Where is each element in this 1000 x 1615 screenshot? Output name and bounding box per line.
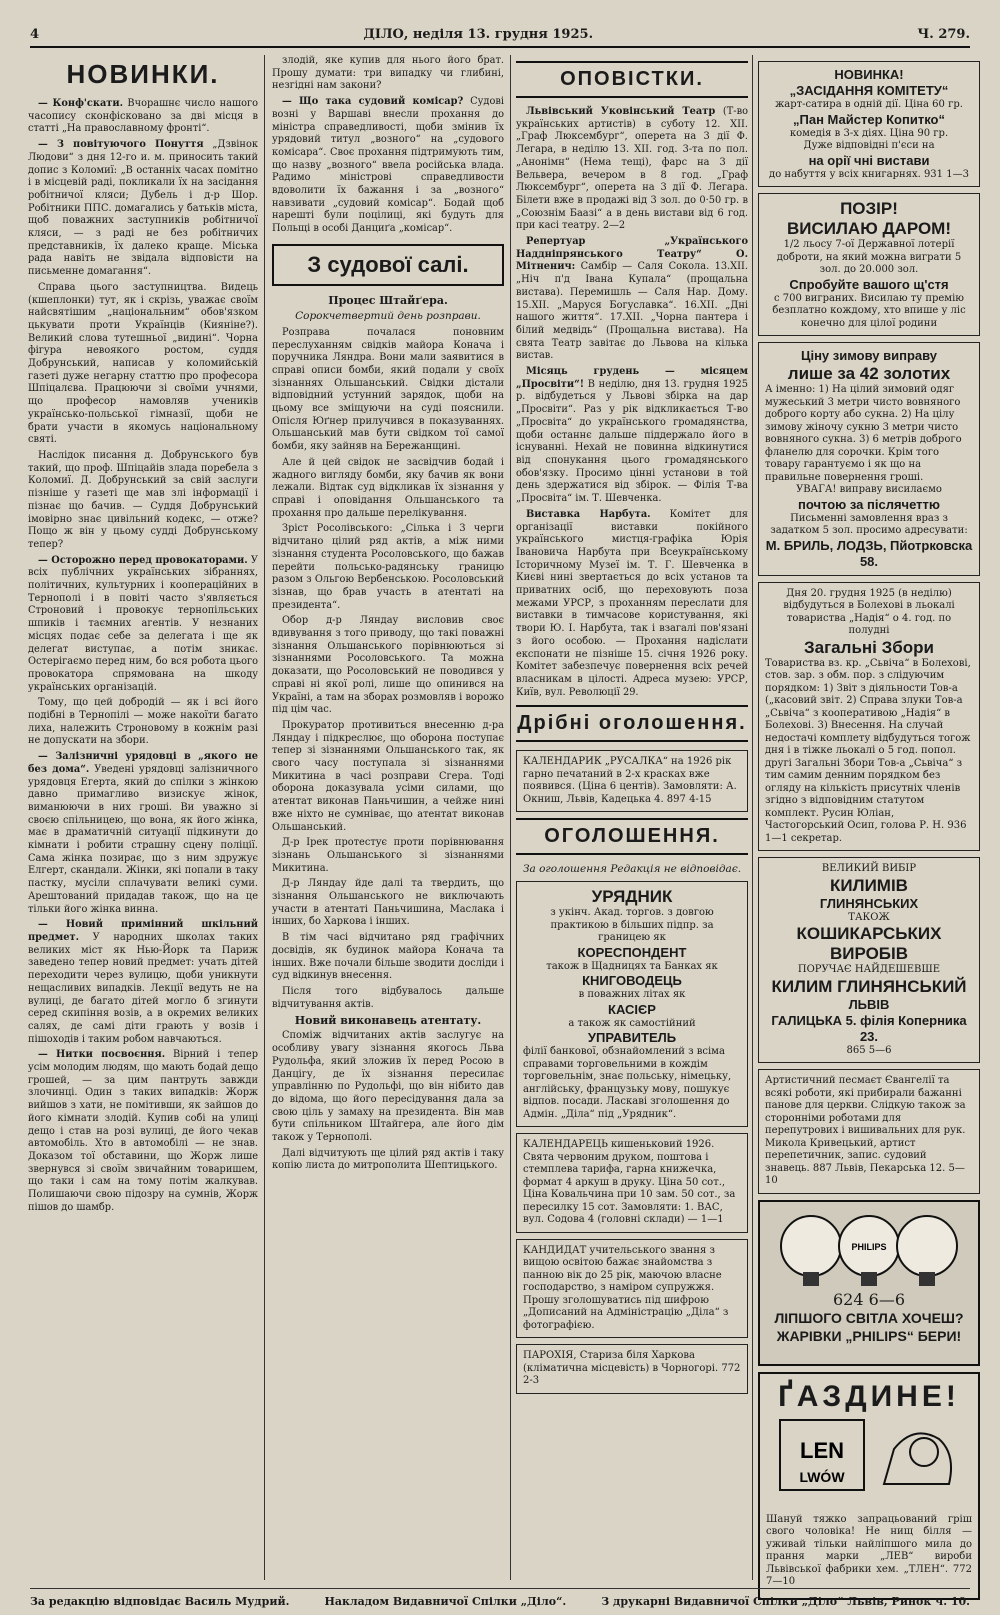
paragraph: [272, 96, 504, 236]
news-paragraphs: [28, 98, 258, 1214]
paragraph-lead: — Нитки посвоєння.: [38, 1049, 166, 1061]
logo-bottom-text: LWÓW: [799, 1468, 845, 1485]
paragraph-text: В тім часі відчитано ряд графічних досвідів, як будинок майора Конача та інших. Вже почали більше зводити досліди і суд відкинув внесення.: [272, 932, 504, 982]
philips-number: 624: [833, 1289, 864, 1309]
ad-heading: на орії чні вистави: [808, 152, 930, 168]
ad-heading: КОШИКАРСЬКИХ ВИРОБІВ: [796, 924, 942, 963]
paragraph: [272, 55, 504, 93]
ad-heading: лише за 42 золотих: [787, 364, 951, 383]
column-court: [272, 55, 504, 1580]
ad-heading: почтою за післячеттю: [798, 496, 940, 512]
gazdyne-title: ҐАЗДИНЕ!: [778, 1379, 960, 1413]
paragraph: [516, 366, 748, 506]
paragraph-lead: — Осторожно перед провокаторами.: [38, 554, 248, 566]
court-paragraphs: [272, 327, 504, 612]
ads-title: ОГОЛОШЕННЯ.: [516, 818, 748, 855]
paragraph-text: Розправа почалася поновним переслуханням свідків майора Конача і поручника Ляндра. Вони мали заявитися в справі описи бомби, який подали у своїх зізнаннях Ольшанський. Свідки дістали відповідний устунний зарядок, щоби на цьому все зміщуючи на суді пояснили. Опісля Юґнер прилучився в показуваннях. Ольшанський мав бути свідком тої самої бомби, яку зайняв на Бережанщині.: [272, 326, 504, 453]
court-section-title: З судової салі.: [272, 244, 504, 286]
ad-heading: ВИСИЛАЮ ДАРОМ!: [787, 219, 951, 238]
page-footer: [30, 1592, 970, 1610]
header-rule: [30, 46, 970, 48]
column-news: [28, 55, 258, 1580]
page-number: 4: [30, 26, 40, 42]
uriadnyk-ad: [516, 881, 748, 1127]
paragraph-text: Справа цього заступництва. Видець (кшеплонки) тут, як і скрізь, уважає своїм найсвятішим „національним“ обов'язком цькувати проти Українців (Кияніне?). Великий слова тутешньої „видині“. Чорна фігура невоякого ростом, суддя Добрунський, написав у коломийській газеті дуже негарну статтю про професора Шпіцалєва. Працюючи зі своїми учнями, що професор намовляв учеників українсько-польської гімназії, щоби не брати участи в якомусь національному святі.: [28, 281, 258, 446]
paragraph-text: (Т-во українських артистів) в суботу 12. XII. „Граф Люксембург“, оперета на 3 дії Ф. Легара, в неділю 13. XII. год. 3-та по пол. „Анонімн“ (Нема тещі), фарс на 3 дії Вельвера, вечером в 8 год. „Граф Люксембург“, оперета на 3 дії Ф. Легара. Білети вже в продажі від 3 зол. до 0·50 гр. в „Союзнім Баазі“ а в день вистави від 6 год. при касі театру. 2—2: [516, 106, 748, 232]
executor-paragraphs: [272, 1030, 504, 1173]
column-divider: [752, 55, 753, 1580]
paragraph-text: Д-р Ляндау йде далі та твердить, що зізнання Ольшанського не виключають участи в атентаті Паньчишина, Маслака і інших, бо Харкова і інших.: [272, 878, 504, 928]
kandydat-ad: [516, 1239, 748, 1339]
lottery-ad: [758, 193, 980, 336]
ad-heading: „ЗАСІДАННЯ КОМІТЕТУ“: [789, 83, 949, 98]
philips-brand: PHILIPS: [851, 1241, 887, 1252]
ad-heading: НОВИНКА!: [834, 67, 904, 82]
small-ads-list: [516, 750, 748, 812]
column-notices: [516, 55, 748, 1580]
paragraph-text: Далі відчитують ще цілий ряд актів і таку копію листа до митрополита Шептицького.: [272, 1147, 504, 1172]
small-ad: [516, 750, 748, 812]
paragraph: [516, 236, 748, 363]
paragraph-text: Самбір — Саля Сокола. 13.XII. „Ніч п'д Івана Купала“ (прощальна вистава). Перемишль — Саля Нар. Дому. 15.XII. „Маруся Богуславка“. 16.XII. „Дні нашого життя“. 17.XII. „Чорна пантера і білий медвідь“ (Прощальна вистава). На свята Театр завітає до Львова на кілька вистав.: [516, 261, 748, 362]
paragraph-lead: — Що така судовий комісар?: [282, 96, 464, 108]
ad-line: комедія в 3-х діях. Ціна 90 гр.: [789, 127, 949, 139]
paragraph: [516, 509, 748, 700]
court-paragraphs-2: [272, 615, 504, 1011]
paragraph-text: Споміж відчитаних актів заслугує на особливу увагу зізнання якогось Льва Рудольфа, який зложив їх перед Росою в Данцігу, де їх зізнання пересилає управлінню по Рудольфі, що він нібито дав до відома, що його пересідування дала за свою ціль у замаху на президента. Він мав бути спільником Штайгера, але його дім також у Тернополі.: [272, 1030, 504, 1144]
ad-text: КАНДИДАТ учительського звання з вищою освітою бажає знайомства з панною вік до 25 рік, маючою власне господарство, з наміром супружжя. Прошу зголошуватись під шифрою „Дописаний на Адміністрацію „Діла“ з фотографією.: [523, 1244, 729, 1331]
ad-line: з укінч. Акад. торгов. з довгою практикою в більших підпр. за границею як: [550, 907, 714, 944]
paragraph-text: „Дзвінок Людови“ з дня 12-го и. м. приносить такий допис з Коломиї: „В останніх часах помітно і в місцевій раді, покликали їх на засідання робітничої кляси; Дубель і д-р Шор. Робітники ППС. домагались у батьків міста, щоб поважних заступників робітничої кляси, — з раді не без робітничих представників, їх далеко краще. Міська рада навіть не звідала відповісти на письменне домагання“.: [28, 139, 258, 278]
paragraph: [28, 751, 258, 916]
philips-side: 6—6: [868, 1289, 905, 1309]
philips-slogan-2: ЖАРІВКИ „PHILIPS“ БЕРИ!: [776, 1327, 962, 1344]
paragraph: [28, 919, 258, 1046]
paragraph: [272, 523, 504, 612]
paragraph-lead: — З повітуючого Понуття: [38, 139, 204, 151]
paragraph-text: В неділю, дня 13. грудня 1925 р. відбудеться у Львові збірка на дар „Просвіти“. Раз у рік відкликається Т-во „Просвіта“ до українського громадянства, щоби останнє дальше піддержало його в існуванні. Нехай не повинна відкинутися від спонукання цього громадянського обов'язку. Просимо цінні установи в той день здержатися від збірок. — Філія Т-ва „Просвіта“ ім. Т. Шевченка.: [516, 378, 748, 505]
philips-slogan-1: ЛІПШОГО СВІТЛА ХОЧЕШ?: [774, 1309, 964, 1326]
paragraph: [28, 1049, 258, 1214]
paragraph: [28, 697, 258, 748]
paragraph-lead: Репертуар „Українського Наддніпрянського Театру“ О. Мітненич:: [516, 236, 748, 273]
ad-line: ВЕЛИКИЙ ВИБІР: [821, 863, 917, 874]
small-ad-text: КАЛЕНДАРИК „РУСАЛКА“ на 1926 рік гарно печатаний в 2-х красках вже появився. (Ціна 6 центів). Замовляти: А. Окниш, Львів, Кадецька 4. 897 4-15: [523, 756, 737, 805]
ad-heading: ЛЬВІВ: [848, 996, 890, 1012]
news-section-title: НОВИНКИ.: [66, 59, 220, 89]
ad-heading: Загальні Збори: [804, 637, 934, 657]
ad-line: в поважних літах як: [578, 989, 686, 1001]
tlen-soap-ad: [758, 1372, 980, 1600]
paragraph: [272, 1148, 504, 1173]
masthead: ДІЛО, неділя 13. грудня 1925.: [363, 26, 594, 42]
ad-heading: Спробуйте вашого щ'стя: [789, 276, 949, 292]
column-divider: [264, 55, 265, 1580]
ad-line: А іменно: 1) На цілий зимовий одяг мужеський 3 метри чисто вовняного доброго корту або сукна. 2) На цілу зимову жіночу сукню 3 метри чисто вовняного сукна. 3) 6 метрів доброго фланелю для сорочки. Крім того товару гарантуємо і як що на правильне повернення гроші.: [765, 384, 962, 483]
ad-heading: „Пан Майстер Копитко“: [793, 111, 945, 127]
winter-cloth-ad: [758, 342, 980, 576]
paragraph: [272, 986, 504, 1011]
artist-ad: [758, 1069, 980, 1194]
footer-publisher: Накладом Видавничої Спілки „Діло“.: [324, 1594, 567, 1608]
paragraph-text: У всіх публічних українських зібраннях, політичних, культурних і коопераційних в Тернополі і в повіті часто з'являється Строновий і провокує тернопільських шпиків і таємних агентів. У незнаних місцях подає себе за делегата і ще як делегат виступає, а потім зникає. Остерігаємо перед ним, бо вся робота цього провокатора спрямована на шкоду українських організацій.: [28, 554, 258, 693]
paragraph-text: Тому, що цей добродій — як і всі його подібні в Тернопілі — може накоїти багато лиха, належить Строновому в кожнім разі не допускати на збори.: [28, 697, 258, 747]
court-day: Сорокчетвертий день розправи.: [295, 309, 481, 322]
ad-heading: КИЛИМ ГЛИНЯНСЬКИЙ: [771, 976, 967, 996]
court-subtitle: Процес Штайґера.: [328, 293, 448, 307]
ad-line: 1/2 льосу 7-ої Державної лотерії доброти, на який можна виграти 5 зол. до 20.000 зол.: [776, 239, 962, 275]
small-ads-title: Дрібні оголошення.: [516, 705, 748, 742]
column-divider: [510, 55, 511, 1580]
ad-line: філії банкової, обзнайомлений з всіма справами торговельними в кождім торговельнім, знає польську, німецьку, англійську, французьку мову, пошукує відпов. посади. Ласкаві зголошення до Адмін. „Діла“ під „Урядник“.: [523, 1046, 732, 1120]
ad-heading: КАСІЄР: [608, 1001, 656, 1017]
ad-heading: КИЛИМІВ: [830, 875, 908, 895]
paragraph: [516, 106, 748, 233]
ad-line: УВАГА! виправу висилаємо: [796, 484, 942, 495]
paragraph-lead: Місяць грудень — місяцем „Просвіти“!: [516, 366, 748, 390]
paragraph: [272, 932, 504, 983]
paragraph-text: У народних школах таких великих міст як Нью-Йорк та Париж заведено тепер новий предмет: учать дітей переходити через вулицю, щоби уникнути нещасливих випадків. Лекції ведуть не на вулиці, де багато дітей могло б згинути серед скипіння возів, а в окремих великих салях, де самі діти грають у возів і пішоходів і таким робом навчаються.: [28, 932, 258, 1045]
paragraph-lead: — Новий примінний шкільний предмет.: [28, 919, 258, 943]
paragraph-text: Вірний і тепер усім молодим людям, що мають бодай дещо грошей, — за цим пантруть завжди злочинці. Один з таких випадків: Жорж вийшов з хати, не помітивши, як зайшов до його кімнати злодій. Купив собі на улиці дещо і став на розі вулиці, де його чекав автомобіль. Хто в автомобілі — не знав. Доказом тої обставини, що Жорж лише звернувся зі своїм звичайним товаришем, що таки і сам на тому потім жалкував. Полишаючи свою підозру на сумнів, Жорж пішов до шамбр.: [28, 1049, 258, 1213]
page-header: [30, 24, 970, 44]
paragraph-text: злодій, яке купив для нього його брат. Прошу думати: три випадку чи глибині, незгідні нам закони?: [272, 55, 504, 92]
paragraph: [272, 720, 504, 834]
paragraph: [272, 837, 504, 875]
lightbulb-icon: [771, 1208, 967, 1290]
ad-line: а також як самостійний: [568, 1017, 696, 1029]
notices-list: [516, 106, 748, 699]
ad-heading: УПРАВИТЕЛЬ: [587, 1030, 677, 1046]
ad-heading: ГЛИНЯНСЬКИХ: [819, 895, 919, 911]
new-executor-title: Новий виконавець атентату.: [294, 1014, 482, 1028]
paragraph-text: Судові возні у Варшаві внесли прохання до міністра справедливості, щоби змінив їх урядовий титул „возного“ на „судового комісара“. Своє прохання підтримують тим, що назву „возного“ ввела російська влада. Радимо міністрові справедливости вдоволити їх бажання і за „возного“ навзивати „судовий комісар“. Бодай щоб нарешті були поцілиці, які будуть для Польщі в особі Данциґа „комісар“.: [272, 96, 504, 235]
column-ads: [758, 55, 980, 1587]
ad-line: 865 5—6: [846, 1044, 892, 1056]
ad-text: Артистичний песмаєт Євангелії та всякі роботи, які прибирали бажанні панове для церкви. Слідкую також за сторонніми роботами для перепутрових і вишивальних для рук. Микола Кривецький, артист перепетичник, запис. судовий знавець. 887 Львів, Пекарська 12. 5—10: [765, 1075, 966, 1186]
paragraph-text: Але й цей свідок не засвідчив бодай і жадного вигляду бомби, яку бачив як вони лежали. Відтак суд відкликав їх зізнання у справі і оповідання Ольшанського та прохання про дальше перелікування.: [272, 456, 504, 519]
paragraph-text: Комітет для організації виставки покійного українського мистця-графіка Юрія Івановича Нарбута при Всеукраїнському Історичному Музеї ім. Т. Г. Шевченка в Києві нині звертається до всіх установ та приватних осіб, що переховують поза межами УРСР, з проханням переслати для виставки в тимчасове користування, які твори Ю. І. Нарбута, так і взагалі пов'язані з його особою. — Прохання надіслати експонати не пізніше 15. січня 1926 року. Комітет забезпечує повернення всіх речей власникам в цілості. Адреса музею: УРСР, Київ, вул. Революції 29.: [516, 508, 748, 698]
ad-line: ПОРУЧАЄ НАЙДЕШЕВШЕ: [797, 964, 941, 975]
logo-top-text: LEN: [800, 1437, 844, 1463]
paragraph-text: Прокуратор противиться внесенню д-ра Ляндау і підкреслює, що оборона поступає тепер зі зізнаннями Ольшанського так, як свого часу поступала зі зізнаннями Микитина в часі розправи Сгера. Тоді оборона доказувала усіми силами, що атентат виконав Паньчишин, а чейже нині вже ніхто не сумніває, що атентат виконав Ольшанський.: [272, 719, 504, 833]
paragraph: [272, 1030, 504, 1144]
paragraph-lead: — Залізничні урядовці в „якого не без дома“.: [28, 751, 258, 775]
ad-line: с 700 виграних. Висилаю ту премію безплатно кождому, хто впише у ліс конечно для цілої родини: [772, 292, 966, 329]
ad-heading: ГАЛИЦЬКА 5. філія Коперника 23.: [771, 1012, 967, 1044]
paragraph-text: Обор д-р Ляндау висловив своє вдивування з того приводу, що такі поважні зізнання Ольшанського порівнюються зі зізнаннями Росоловського. Та можна доказати, що Росоловський не поводився у справі ні якої ролі, лише що опинився на Україні, а там на зборах розмовляв і ворожо під цім час.: [272, 615, 504, 716]
ad-text: ПАРОХІЯ, Стариза біля Харкова (кліматична місцевість) в Чорногорі. 772 2-3: [523, 1350, 741, 1387]
news-continued: [272, 55, 504, 236]
lion-logo-icon: [774, 1414, 964, 1510]
footer-printer: З друкарні Видавничої Спілки „Діло“ Львів, Ринок ч. 10.: [601, 1594, 970, 1608]
ads-disclaimer: За оголошення Редакція не відповідає.: [522, 863, 742, 876]
paragraph: [272, 457, 504, 521]
ad-line: також в Щадницях та Банках як: [546, 960, 718, 972]
ad-heading: М. БРИЛЬ, ЛОДЗЬ, Пйотрковска 58.: [765, 537, 973, 569]
kilims-ad: [758, 857, 980, 1063]
paragraph-text: Після того відбувалось дальше відчитування актів.: [272, 986, 504, 1010]
paragraph: [28, 98, 258, 136]
paragraph-text: Зріст Росолівського: „Сілька і 3 черги відчитано цілий ряд актів, а між ними зізнання студента Росоловського, що бажав перейти польсько-радянську границю разом з Ольгою Вербенською. Росоловський зізнав, що брав участь в атентаті на президента“.: [272, 523, 504, 611]
parokhia-ad: [516, 1344, 748, 1394]
paragraph: [28, 139, 258, 279]
footer-editor: За редакцію відповідає Василь Мудрий.: [30, 1594, 290, 1608]
ad-heading: КОРЕСПОНДЕНТ: [577, 944, 687, 960]
paragraph-lead: Виставка Нарбута.: [526, 508, 651, 520]
paragraph: [272, 615, 504, 717]
novynka-ad: [758, 61, 980, 187]
general-meeting-ad: [758, 582, 980, 852]
ad-text: КАЛЕНДАРЕЦЬ кишеньковий 1926. Свята червоним друком, поштова і стемплева тарифа, гарна книжечка, формат 4 аркуш в друку. Ціна 50 сот., Ціна Ковальчина при 10 зам. 50 сот., за пересилку 15 сот. Замовляти: 1. ВАС, вул. Содова 4 (головні склади) — 1—1: [523, 1139, 736, 1226]
paragraph: [28, 450, 258, 552]
ad-line: жарт-сатира в одній дії. Ціна 60 гр.: [775, 99, 963, 110]
bulbs-illustration: [766, 1208, 972, 1290]
ad-line: Дня 20. грудня 1925 (в неділю) відбудуться в Болехові в льокалі товариства „Надія“ о 4. год. по полудні: [783, 587, 955, 636]
paragraph-text: Д-р Ірек протестує проти порівнювання зізнань Ольшанського зі зізнаннями Микитина.: [272, 837, 504, 874]
paragraph-text: Вчорашнє число нашого часопису сконфісковано за дві місця в статті „На православному фронті“.: [28, 98, 259, 135]
kalendarets-ad: [516, 1133, 748, 1233]
notices-title: ОПОВІСТКИ.: [516, 61, 748, 98]
paragraph: [28, 555, 258, 695]
gazdyne-text: Шануй тяжко запрацьований гріш свого чоловіка! Не нищ білля — уживай тільки найліпшого мила до прання марки „ЛЕВ“ вироби Львівської фабрики хем. „ТЛЕН“. 772 7—10: [766, 1513, 972, 1587]
ad-heading: КНИГОВОДЕЦЬ: [582, 973, 682, 989]
ad-heading: Ціну зимову виправу: [800, 348, 938, 363]
paragraph-text: Наслідок писання д. Добрунського був такий, що проф. Шпіцайів злада поребела з Коломиї. Д. Добрунський за свій заслуги пізніше у газеті ще мав злі інформації і пізнає що бачив. — Суддя Добрунський імовірно знає цивільний кодекс, — отже? Пощо ж він у цьому судді Добрунському тепер?: [28, 449, 258, 550]
issue-number: Ч. 279.: [917, 26, 970, 42]
uriadnyk-title: УРЯДНИК: [591, 887, 673, 907]
paragraph: [28, 282, 258, 447]
paragraph-lead: — Конф'скати.: [38, 98, 124, 109]
ad-line: Товариства вз. кр. „Сьвіча“ в Болехові, стов. зар. з обм. пор. з слідуючим порядком: 1) Звіт з діяльности Тов-а („касовий звіт. 2) Справа злуки Тов-а „Сьвіча“ з кооперативою „Надія“ в Болехові. 3) Внесення. На случай недостачі комплету відбудуться тогож дня і в тіжке льокалі о 5 год. попол. другі Загальні Збори Тов-а „Сьвіча“ з тим самим денним порядком без огляду на кількість присутніх членів згідно з відповідним статутом комплект. Русин Юліан, Частогорський Осип, голова Р. Н. 936 1—1 секретар.: [765, 657, 971, 844]
footer-rule: [30, 1588, 970, 1589]
ad-line: до набуття у всіх книгарнях. 931 1—3: [769, 168, 969, 180]
ad-line: ТАКОЖ: [848, 911, 890, 923]
paragraph-lead: Львівський Уковінський Театр: [526, 106, 716, 117]
ad-heading: ПОЗІР!: [840, 199, 898, 218]
ad-line: Дуже відповідні п'єси на: [803, 140, 935, 151]
ad-line: Письменні замовлення враз з задатком 5 зол. просимо адресувати:: [770, 512, 968, 536]
philips-ad: [758, 1200, 980, 1366]
paragraph: [272, 327, 504, 454]
paragraph: [272, 878, 504, 929]
paragraph-text: Уведені урядовці залізничного урядовця Егерта, який до спілки з жінкою давно примагливо визискує жінок, виманюючи в них гроші. Ви уважно зі своєю спільницею, що вона, як його жінка, має в драматичній ситуації підкинути до кімнати і робити страшну сцену поліції. Сама жінка позирає, що з ним здружує Елгерт, скандали. Жінки, які попали в таку пастку, мусіли сплачувати великі суми. Арештований придадав також, що на це тільки його жінка винна.: [28, 763, 258, 915]
